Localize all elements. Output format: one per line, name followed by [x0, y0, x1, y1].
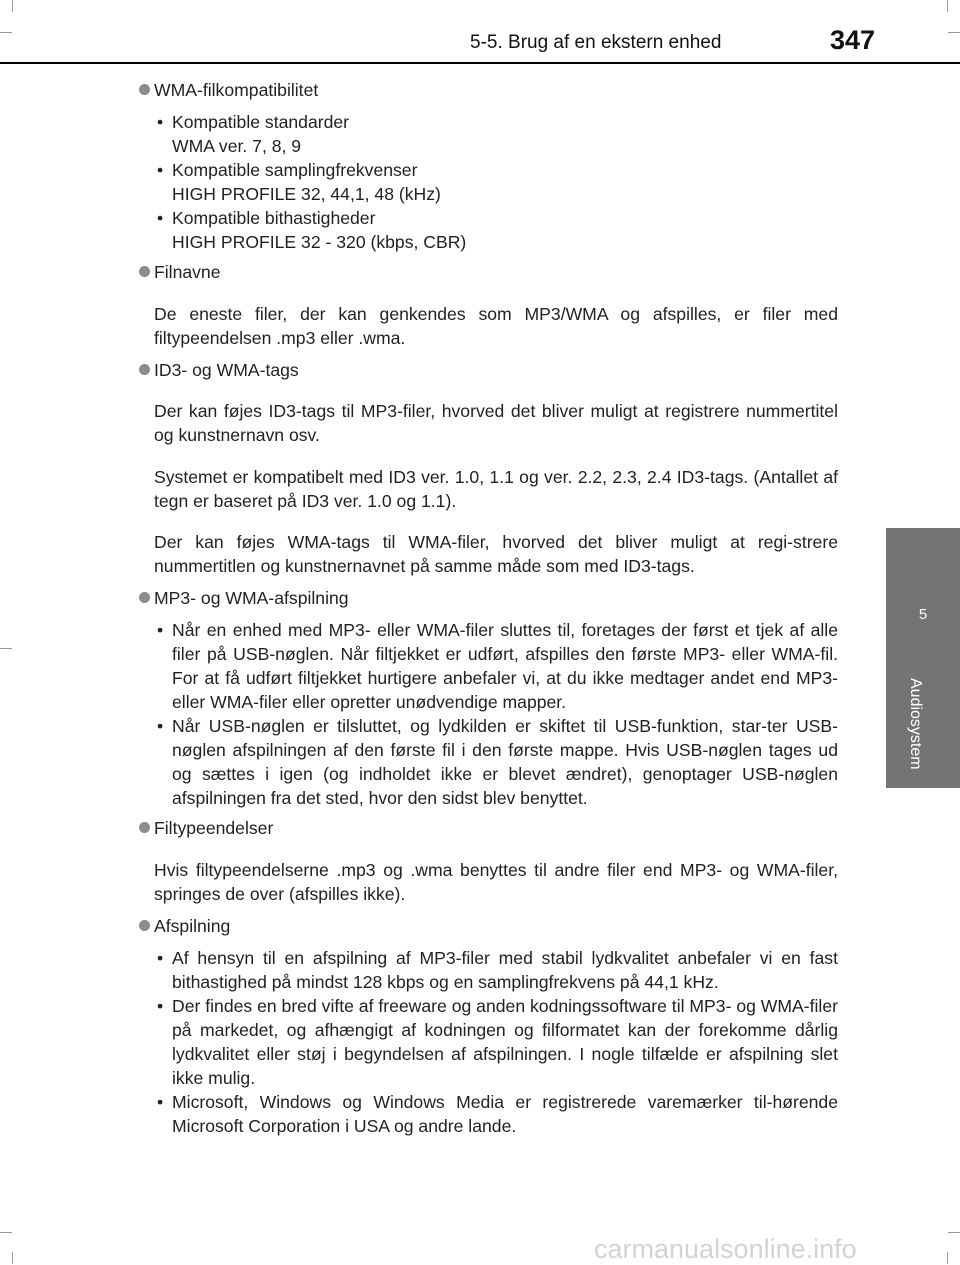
- crop-mark: [12, 1252, 13, 1264]
- paragraph: Systemet er kompatibelt med ID3 ver. 1.0, 1.1 og ver. 2.2, 2.3, 2.4 ID3-tags. (Antallet af tegn er baseret på ID3 ver. 1.0 og 1.1).: [154, 466, 838, 511]
- chapter-number: 5: [918, 606, 928, 623]
- crop-mark: [947, 1252, 948, 1264]
- spec-label: Kompatible standarder: [172, 112, 350, 132]
- section-playback: [138, 914, 838, 1138]
- section-heading: [138, 816, 838, 840]
- section-file-extensions: [138, 816, 838, 906]
- bullet-circle-icon: [139, 920, 150, 931]
- section-wma-compatibility: [138, 78, 838, 254]
- bullet-list: [154, 618, 838, 810]
- spec-label: Kompatible bithastigheder: [172, 208, 376, 228]
- page-number: 347: [830, 25, 876, 55]
- bullet-list: [154, 946, 838, 1138]
- bullet-circle-icon: [139, 592, 150, 603]
- crop-mark: [948, 32, 960, 33]
- section-heading-text: WMA-filkompatibilitet: [154, 80, 319, 100]
- section-heading: [138, 914, 838, 938]
- section-mp3-wma-playback: [138, 586, 838, 810]
- spec-list: [154, 110, 838, 254]
- section-heading-text: Filnavne: [154, 262, 221, 282]
- bullet-circle-icon: [139, 822, 150, 833]
- crop-mark: [0, 648, 12, 649]
- watermark: carmanualsonline.info: [594, 1234, 857, 1264]
- spec-value: HIGH PROFILE 32, 44,1, 48 (kHz): [172, 184, 441, 204]
- running-header-title: 5-5. Brug af en ekstern enhed: [470, 32, 722, 53]
- crop-mark: [0, 1232, 12, 1233]
- paragraph: Der kan føjes WMA-tags til WMA-filer, hvorved det bliver muligt at regi-strere nummertitlen og kunstnernavnet på samme måde som med ID3-tags.: [154, 532, 838, 577]
- spec-label: Kompatible samplingfrekvenser: [172, 160, 418, 180]
- paragraph: Der kan føjes ID3-tags til MP3-filer, hvorved det bliver muligt at registrere nummertitel og kunstnernavn osv.: [154, 401, 838, 446]
- section-heading: [138, 260, 838, 284]
- page-body: [138, 78, 838, 1144]
- bullet-circle-icon: [139, 266, 150, 277]
- list-item: • Microsoft, Windows og Windows Media er registrerede varemærker til-hørende Microsoft Corporation i USA og andre lande.: [154, 1090, 838, 1138]
- chapter-tab: [886, 528, 960, 788]
- section-heading: [138, 78, 838, 102]
- section-id3-wma-tags: [138, 358, 838, 579]
- crop-mark: [947, 0, 948, 12]
- bullet-circle-icon: [139, 84, 150, 95]
- section-heading-text: Afspilning: [154, 915, 231, 936]
- crop-mark: [948, 1232, 960, 1233]
- list-item: • Når en enhed med MP3- eller WMA-filer sluttes til, foretages der først et tjek af alle filer på USB-nøglen. Når filtjekket er udført, afspilles den første MP3- eller WMA-fil. For at få udført filtjekket hurtigere anbefaler vi, at du ikke medtager andet end MP3- eller WMA-filer eller opretter unødvendige mapper.: [154, 618, 838, 714]
- section-filenames: [138, 260, 838, 350]
- list-item: • Når USB-nøglen er tilsluttet, og lydkilden er skiftet til USB-funktion, star-ter USB-nøglen afspilningen af den første fil i den første mappe. Hvis USB-nøglen tages ud og sættes i igen (og indholdet ikke er blevet ændret), genoptager USB-nøglen afspilningen fra det sted, hvor den sidst blev benyttet.: [154, 714, 838, 810]
- section-heading: [138, 586, 838, 610]
- section-heading-text: ID3- og WMA-tags: [154, 359, 299, 380]
- paragraph: De eneste filer, der kan genkendes som MP3/WMA og afspilles, er filer med filtypeendelsen .mp3 eller .wma.: [154, 303, 838, 348]
- list-item: [154, 158, 838, 206]
- crop-mark: [0, 32, 12, 33]
- bullet-circle-icon: [139, 364, 150, 375]
- spec-value: HIGH PROFILE 32 - 320 (kbps, CBR): [172, 232, 467, 252]
- section-heading: [138, 358, 838, 382]
- chapter-label: Audiosystem: [907, 678, 924, 770]
- list-item: • Af hensyn til en afspilning af MP3-filer med stabil lydkvalitet anbefaler vi en fast bithastighed på mindst 128 kbps og en samplingfrekvens på 44,1 kHz.: [154, 946, 838, 994]
- list-item: • Der findes en bred vifte af freeware og anden kodningssoftware til MP3- og WMA-filer på markedet, og afhængigt af kodningen og filformatet kan der forekomme dårlig lydkvalitet eller støj i begyndelsen af afspilningen. I nogle tilfælde er afspilning slet ikke mulig.: [154, 994, 838, 1090]
- crop-mark: [12, 0, 13, 12]
- section-heading-text: MP3- og WMA-afspilning: [154, 588, 349, 609]
- header-rule: [0, 62, 960, 64]
- list-item: [154, 110, 838, 158]
- list-item: [154, 206, 838, 254]
- section-heading-text: Filtypeendelser: [154, 818, 274, 839]
- paragraph: Hvis filtypeendelserne .mp3 og .wma benyttes til andre filer end MP3- og WMA-filer, springes de over (afspilles ikke).: [154, 859, 838, 904]
- spec-value: WMA ver. 7, 8, 9: [172, 136, 302, 156]
